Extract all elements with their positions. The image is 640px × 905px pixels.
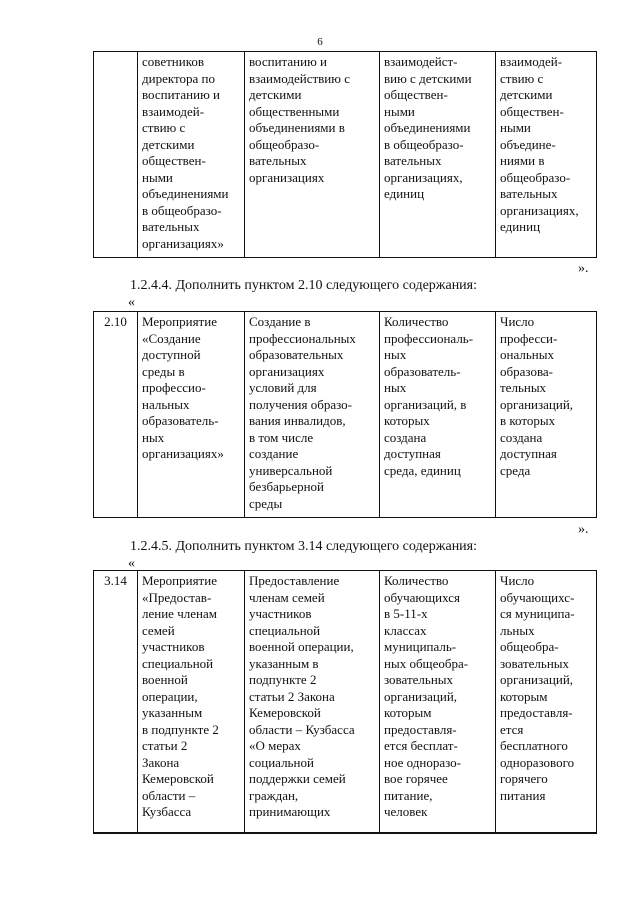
table-cell-event: Мероприятие «Создание доступной среды в профессио- нальных образователь- ных организациях» xyxy=(138,312,245,518)
table-cell-result: взаимодей- ствию с детскими обществен- ными объедине- ниями в общеобразо- вательных организациях, единиц xyxy=(496,52,597,258)
paragraph-1-2-4-4: 1.2.4.4. Дополнить пунктом 2.10 следующего содержания: xyxy=(130,278,478,293)
table-row xyxy=(94,52,597,258)
table-indicators-continued xyxy=(93,51,597,258)
opening-quote: « xyxy=(128,295,135,310)
table-cell-number: 3.14 xyxy=(94,571,138,833)
table-cell-event: советников директора по воспитанию и взаимодей- ствию с детскими обществен- ными объединениями в общеобразо- вательных организациях» xyxy=(138,52,245,258)
table-bottom-border xyxy=(93,833,597,834)
page-number: 6 xyxy=(317,36,323,48)
opening-quote: « xyxy=(128,556,135,571)
table-cell-task: Предоставление членам семей участников специальной военной операции, указанным в подпункте 2 статьи 2 Закона Кемеровской области – Кузбасса «О мерах социальной поддержки семей граждан, принимающих xyxy=(245,571,380,833)
table-row xyxy=(94,312,597,518)
table-cell-result: Число обучающихс- ся муниципа- льных общеобра- зовательных организаций, которым предоставля- ется бесплатного одноразового горячего питания xyxy=(496,571,597,833)
table-cell-event: Мероприятие «Предостав- ление членам семей участников специальной военной операции, указанным в подпункте 2 статьи 2 Закона Кемеровской области – Кузбасса xyxy=(138,571,245,833)
table-cell-indicator: Количество обучающихся в 5-11-х классах муниципаль- ных общеобра- зовательных организаций, которым предоставля- ется бесплат- ное одноразо- вое горячее питание, человек xyxy=(380,571,496,833)
closing-quote: ». xyxy=(578,522,589,537)
table-item-3-14-clip xyxy=(0,570,640,835)
table-cell-number xyxy=(94,52,138,258)
table-cell-task: воспитанию и взаимодействию с детскими общественными объединениями в общеобразо- вательных организациях xyxy=(245,52,380,258)
table-cell-indicator: взаимодейст- вию с детскими обществен- ными объединениями в общеобразо- вательных организациях, единиц xyxy=(380,52,496,258)
table-row xyxy=(94,571,597,833)
table-cell-task: Создание в профессиональных образовательных организациях условий для получения образо- вания инвалидов, в том числе создание универсальной безбарьерной среды xyxy=(245,312,380,518)
table-item-3-14 xyxy=(93,570,597,833)
table-cell-result: Число професси- ональных образова- тельных организаций, в которых создана доступная среда xyxy=(496,312,597,518)
table-cell-indicator: Количество профессиональ- ных образователь- ных организаций, в которых создана доступная среда, единиц xyxy=(380,312,496,518)
table-item-2-10 xyxy=(93,311,597,518)
closing-quote: ». xyxy=(578,261,589,276)
paragraph-1-2-4-5: 1.2.4.5. Дополнить пунктом 3.14 следующего содержания: xyxy=(130,539,478,554)
table-cell-number: 2.10 xyxy=(94,312,138,518)
